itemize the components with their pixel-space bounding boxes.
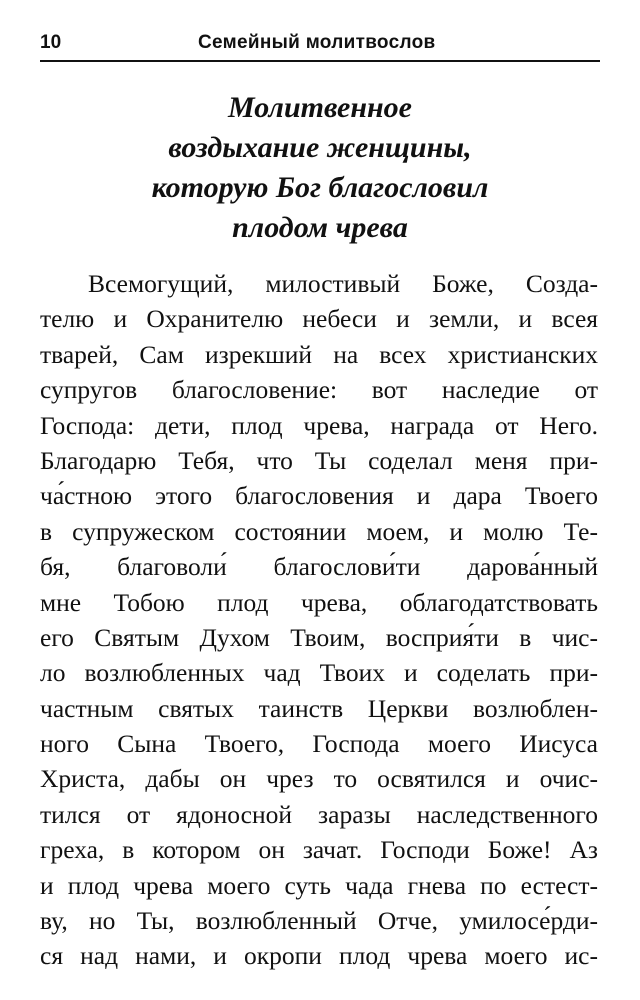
body-line: частным святых таинств Церкви возлюблен- (40, 693, 598, 723)
prayer-title-line: которую Бог благословил (151, 171, 489, 204)
body-line: его Святым Духом Твоим, восприя́ти в чис- (40, 622, 598, 652)
body-line: Всемогущий, милостивый Боже, Созда- (88, 269, 598, 298)
prayer-title-line: воздыхание женщины, (168, 131, 472, 164)
prayer-title (40, 88, 600, 248)
prayer-title-line: плодом чрева (232, 211, 408, 244)
body-line: ву, но Ты, возлюбленный Отче, умилосе́рди- (40, 906, 598, 936)
body-line: телю и Охранителю небеси и земли, и всея (40, 304, 598, 334)
body-line: ло возлюбленных чад Твоих и соделать при- (40, 658, 598, 688)
running-head (40, 28, 600, 58)
prayer-body (40, 266, 598, 974)
body-line: греха, в котором он зачат. Господи Боже! Аз (40, 835, 598, 865)
body-line: супругов благословение: вот наследие от (40, 375, 598, 405)
prayer-title-line: Молитвенное (228, 91, 412, 124)
body-line: мне Тобою плод чрева, облагодатствовать (40, 587, 598, 617)
body-line: ся над нами, и окропи плод чрева моего ис- (40, 941, 598, 971)
body-line: ного Сына Твоего, Господа моего Иисуса (40, 729, 598, 759)
book-title: Семейный молитвослов (198, 32, 436, 53)
page-number: 10 (40, 32, 62, 53)
body-line: Благодарю Тебя, что Ты соделал меня при- (40, 445, 598, 475)
body-line: тился от ядоносной заразы наследственного (40, 799, 598, 829)
body-line: и плод чрева моего суть чада гнева по естест- (40, 870, 598, 900)
body-line: в супружеском состоянии моем, и молю Те- (40, 516, 598, 546)
body-line: тварей, Сам изрекший на всех христианских (40, 339, 598, 369)
body-line: бя, благоволи́ благослови́ти дарова́нный (40, 552, 598, 582)
body-line: Господа: дети, плод чрева, награда от Него. (40, 410, 598, 440)
body-line: ча́стною этого благословения и дара Твоего (40, 481, 598, 511)
header-rule (40, 60, 600, 62)
body-line: Христа, дабы он чрез то освятился и очис- (40, 764, 598, 794)
